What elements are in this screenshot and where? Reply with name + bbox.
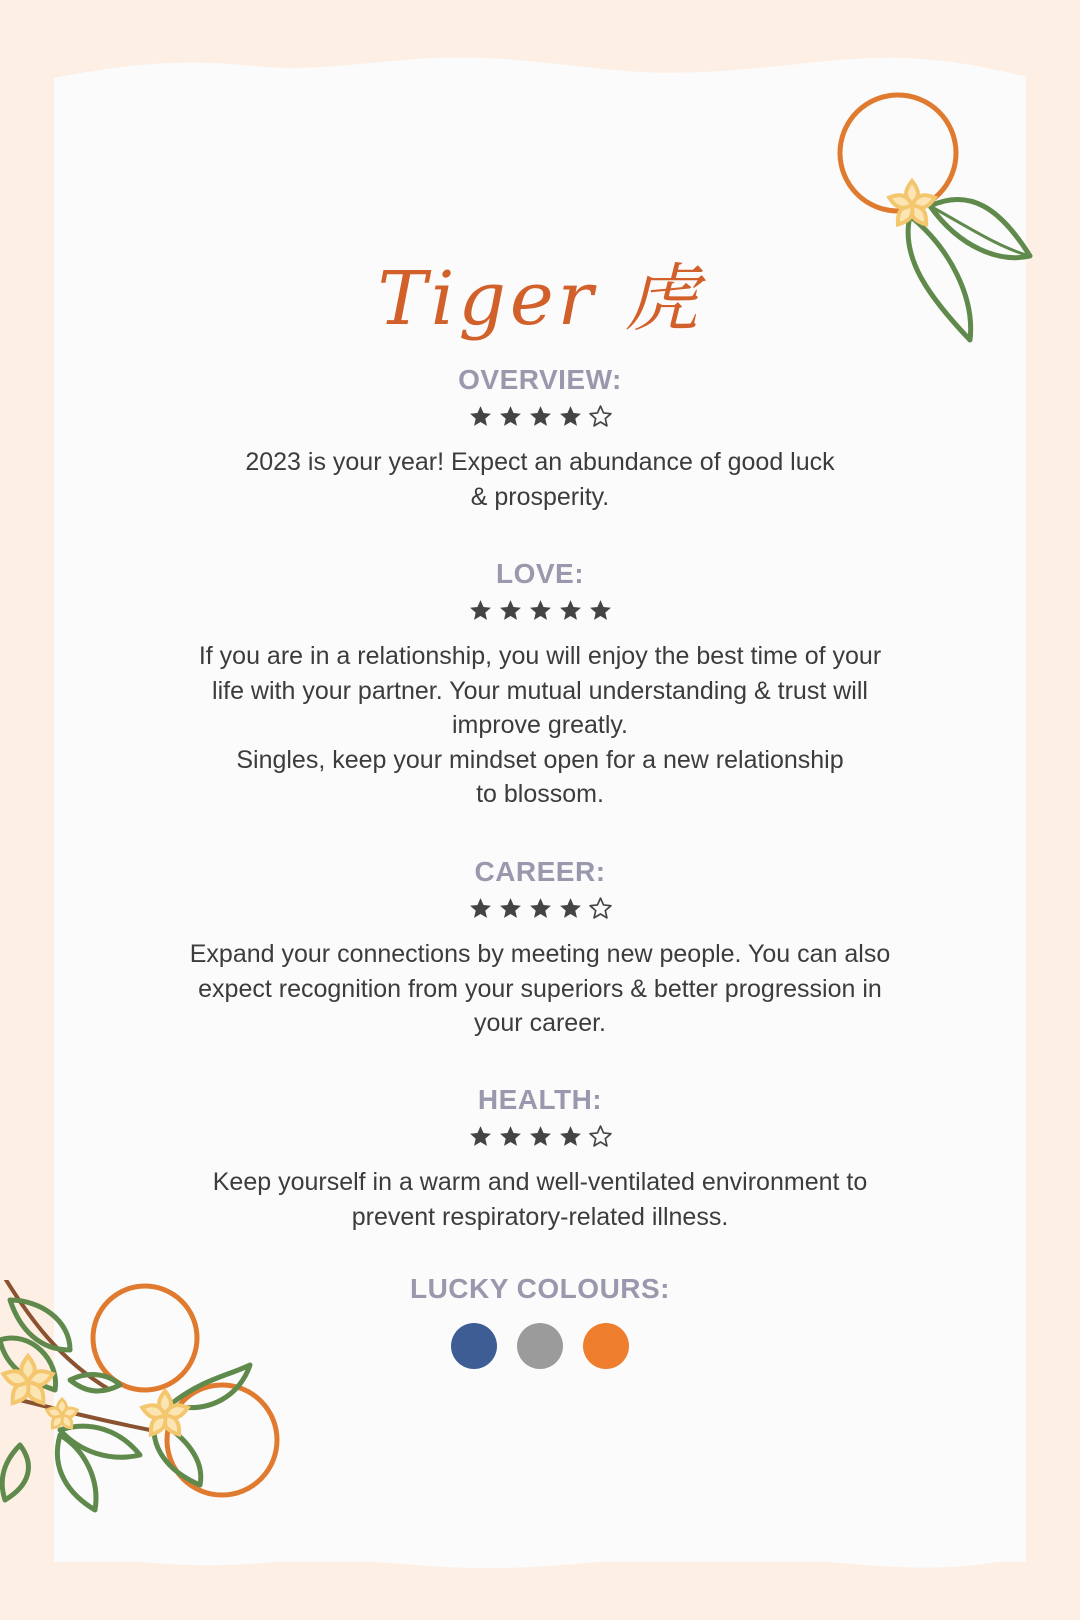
section-heading: HEALTH: — [477, 1084, 603, 1115]
star-rating — [114, 404, 966, 436]
star-filled-icon — [528, 1124, 553, 1149]
section-heading: LUCKY COLOURS: — [409, 1273, 671, 1304]
section-text — [114, 445, 966, 514]
star-rating — [114, 896, 966, 928]
star-filled-icon — [468, 1124, 493, 1149]
section-heading: CAREER: — [474, 856, 606, 887]
section-heading: LOVE: — [495, 558, 585, 589]
star-filled-icon — [498, 896, 523, 921]
section-career — [114, 856, 966, 1041]
text-line: Singles, keep your mindset open for a new relationship — [236, 745, 844, 774]
star-rating — [114, 598, 966, 630]
star-filled-icon — [528, 896, 553, 921]
page-title: Tiger 虎 — [377, 256, 703, 342]
star-filled-icon — [468, 404, 493, 429]
star-filled-icon — [498, 404, 523, 429]
star-filled-icon — [468, 896, 493, 921]
star-filled-icon — [528, 598, 553, 623]
text-line: life with your partner. Your mutual understanding & trust will — [212, 676, 868, 705]
star-outline-icon — [588, 1124, 613, 1149]
text-line: improve greatly. — [452, 711, 628, 739]
star-outline-icon — [588, 896, 613, 921]
horoscope-content — [54, 0, 1026, 1620]
star-outline-icon — [588, 404, 613, 429]
star-filled-icon — [558, 896, 583, 921]
section-love — [114, 558, 966, 812]
text-line: prevent respiratory-related illness. — [351, 1202, 729, 1231]
text-line: to blossom. — [476, 780, 604, 808]
star-filled-icon — [558, 1124, 583, 1149]
section-text — [114, 639, 966, 812]
section-lucky-colours — [114, 1273, 966, 1369]
text-line: & prosperity. — [470, 482, 610, 511]
section-text — [114, 1165, 966, 1234]
star-filled-icon — [588, 598, 613, 623]
star-filled-icon — [528, 404, 553, 429]
star-filled-icon — [468, 598, 493, 623]
section-heading: OVERVIEW: — [458, 364, 622, 395]
text-line: expect recognition from your superiors & better progression in — [198, 974, 882, 1003]
colour-swatch-blue — [451, 1323, 497, 1369]
colour-swatch-grey — [517, 1323, 563, 1369]
star-filled-icon — [558, 598, 583, 623]
section-overview — [114, 364, 966, 514]
text-line: 2023 is your year! Expect an abundance of good luck — [245, 448, 835, 476]
text-line: Keep yourself in a warm and well-ventilated environment to — [212, 1168, 868, 1196]
colour-swatch-orange — [583, 1323, 629, 1369]
star-filled-icon — [498, 1124, 523, 1149]
star-rating — [114, 1124, 966, 1156]
lucky-colour-swatches — [114, 1323, 966, 1369]
star-filled-icon — [558, 404, 583, 429]
star-filled-icon — [498, 598, 523, 623]
section-text — [114, 937, 966, 1041]
text-line: If you are in a relationship, you will enjoy the best time of your — [198, 642, 882, 670]
text-line: your career. — [473, 1009, 606, 1037]
section-health — [114, 1084, 966, 1234]
text-line: Expand your connections by meeting new people. You can also — [189, 940, 891, 968]
